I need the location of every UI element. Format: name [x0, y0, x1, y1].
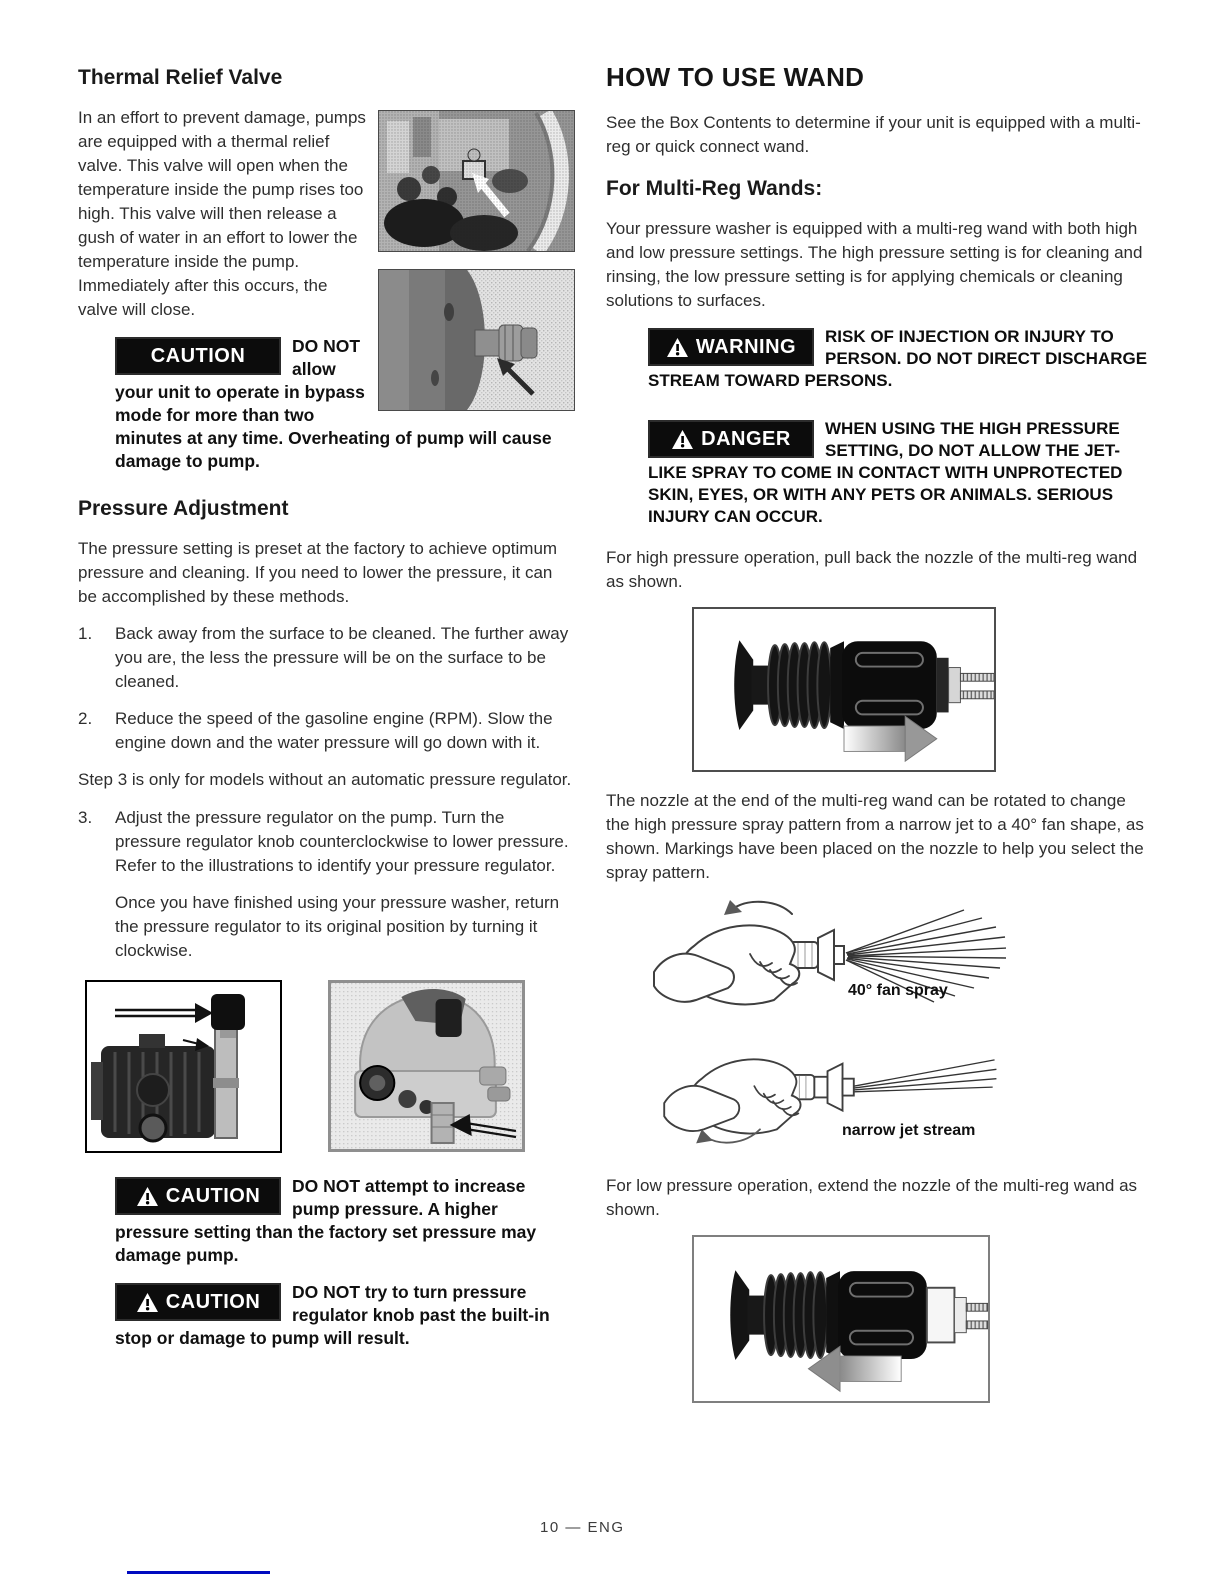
warning-injection-text: RISK OF INJECTION OR INJURY TO PERSON. DO NOT DIRECT DISCHARGE STREAM TOWARD PERSONS. — [648, 327, 1148, 390]
low-pressure-paragraph: For low pressure operation, extend the nozzle of the multi-reg wand as shown. — [606, 1176, 1138, 1219]
pressure-step-3 — [78, 806, 575, 878]
warning-triangle-icon — [666, 337, 689, 358]
danger-badge-label: DANGER — [701, 428, 791, 450]
warning-block-injection — [648, 326, 1152, 392]
warning-triangle-icon — [136, 1186, 159, 1207]
jet-stream-label: narrow jet stream — [842, 1122, 976, 1139]
pump-regulator-illustration-icon — [331, 983, 522, 1149]
step3-extra-paragraph: Once you have finished using your pressure washer, return the pressure regulator to its original position by turning it clockwise. — [115, 893, 560, 960]
wand-high-pressure-figure — [692, 607, 996, 772]
caution-badge-label: CAUTION — [165, 1290, 261, 1313]
pressure-adjustment-heading: Pressure Adjustment — [78, 497, 289, 520]
bottom-blue-rule — [127, 1571, 270, 1574]
pressure-intro-paragraph: The pressure setting is preset at the factory to achieve optimum pressure and cleaning. If you need to lower the pressure, it can be accomplished by these methods. — [78, 539, 558, 606]
wand-nozzle-pulled-back-illustration-icon — [694, 609, 994, 770]
caution-pressure-text: DO NOT attempt to increase pump pressure. A higher pressure setting than the factory set pressure may damage pump. — [115, 1176, 537, 1265]
step-number: 3. — [78, 808, 93, 827]
caution-bypass-text: DO NOT allow your unit to operate in bypass mode for more than two minutes at any time. Overheating of pump will cause damage to pump. — [115, 336, 552, 471]
jet-stream-figure — [634, 1028, 1034, 1158]
pump-closeup-photo-icon — [379, 111, 574, 251]
danger-block-spray — [648, 418, 1152, 528]
how-to-use-wand-title: HOW TO USE WAND — [606, 62, 865, 92]
hands-rotating-nozzle-fan-spray-icon — [634, 898, 1006, 1020]
nozzle-rotate-paragraph: The nozzle at the end of the multi-reg wand can be rotated to change the high pressure spray pattern from a narrow jet to a 40° fan shape, as shown. Markings have been placed on the nozzle to help you select the spray pattern. — [606, 791, 1144, 882]
fan-spray-figure — [634, 898, 1034, 1020]
step-number: 2. — [78, 709, 93, 728]
caution-knob-text: DO NOT try to turn pressure regulator knob past the built-in stop or damage to pump will result. — [115, 1282, 550, 1348]
pressure-step-1 — [78, 622, 575, 694]
wand-nozzle-extended-illustration-icon — [694, 1237, 988, 1401]
fan-spray-label: 40° fan spray — [848, 982, 948, 999]
warning-triangle-icon — [671, 429, 694, 450]
wand-low-pressure-figure — [692, 1235, 990, 1403]
left-column — [78, 66, 575, 1350]
thermal-section — [78, 106, 575, 473]
caution-badge — [115, 1283, 281, 1321]
step-number: 1. — [78, 624, 93, 643]
thermal-valve-photo-top — [378, 110, 575, 252]
warning-triangle-icon — [136, 1292, 159, 1313]
thermal-photo-stack — [378, 110, 575, 411]
danger-badge — [648, 420, 814, 458]
step-text: Reduce the speed of the gasoline engine (RPM). Slow the engine down and the water pressure will go down with it. — [115, 709, 553, 752]
thermal-valve-photo-bottom — [378, 269, 575, 411]
valve-side-photo-icon — [379, 270, 574, 410]
step3-note-paragraph: Step 3 is only for models without an automatic pressure regulator. — [78, 770, 572, 789]
caution-badge-label: CAUTION — [150, 344, 246, 367]
multi-reg-subheading: For Multi-Reg Wands: — [606, 177, 823, 200]
caution-badge-label: CAUTION — [165, 1184, 261, 1207]
pump-regulator-illustration-icon — [87, 982, 280, 1151]
pump-figure-triplex — [328, 980, 525, 1152]
step-text: Back away from the surface to be cleaned. The further away you are, the less the pressure will be on the surface to be cleaned. — [115, 624, 569, 691]
wand-intro-paragraph: See the Box Contents to determine if your unit is equipped with a multi-reg or quick connect wand. — [606, 113, 1141, 156]
caution-badge — [115, 337, 281, 375]
thermal-relief-heading: Thermal Relief Valve — [78, 66, 283, 89]
warning-badge-label: WARNING — [695, 336, 797, 358]
caution-block-pressure — [115, 1175, 575, 1267]
caution-badge — [115, 1177, 281, 1215]
page-number-footer: 10 — ENG — [540, 1519, 625, 1536]
thermal-relief-paragraph: In an effort to prevent damage, pumps are equipped with a thermal relief valve. This valve will open when the temperature inside the pump rises too high. This valve will then release a gush of water in an effort to lower the temperature inside the pump. Immediately after this occurs, the valve will close. — [78, 108, 366, 319]
pressure-step-2 — [78, 707, 575, 755]
caution-block-knob — [115, 1281, 575, 1350]
step-text: Adjust the pressure regulator on the pump. Turn the pressure regulator knob counterclockwise to lower pressure. Refer to the illustrations to identify your pressure regulator. — [115, 808, 569, 875]
multi-reg-paragraph: Your pressure washer is equipped with a multi-reg wand with both high and low pressure settings. The high pressure setting is for cleaning and rinsing, the low pressure setting is for applying chemicals or cleaning solutions to surfaces. — [606, 219, 1143, 310]
warning-badge — [648, 328, 814, 366]
pressure-regulator-figures — [85, 980, 575, 1153]
pump-figure-axial — [85, 980, 282, 1153]
high-pressure-paragraph: For high pressure operation, pull back the nozzle of the multi-reg wand as shown. — [606, 548, 1138, 591]
right-column — [606, 62, 1152, 1403]
danger-spray-text: WHEN USING THE HIGH PRESSURE SETTING, DO NOT ALLOW THE JET-LIKE SPRAY TO COME IN CONTACT WITH UNPROTECTED SKIN, EYES, OR WITH ANY PETS OR ANIMALS. SERIOUS INJURY CAN OCCUR. — [648, 419, 1123, 526]
